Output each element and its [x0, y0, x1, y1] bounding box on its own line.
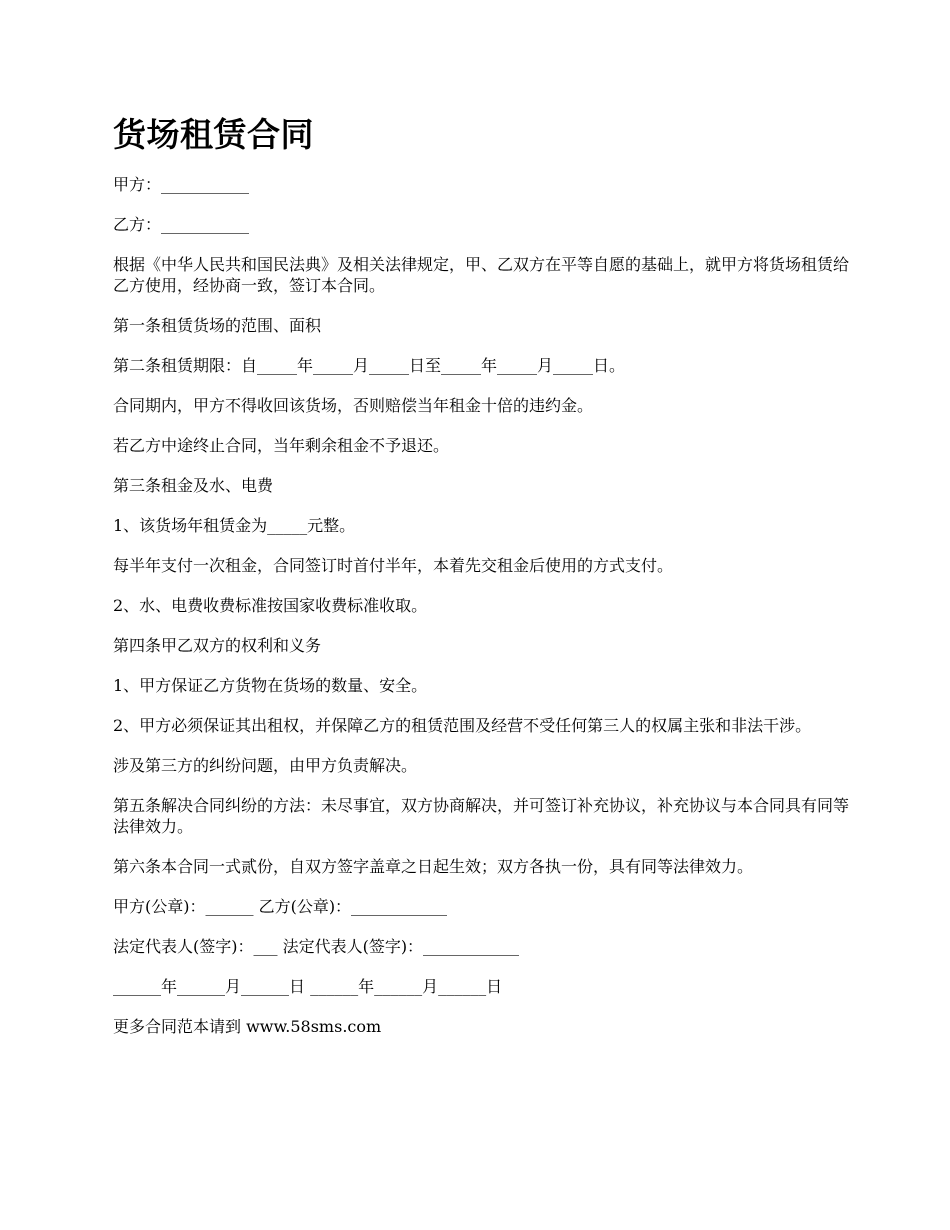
- document-page: [113, 110, 858, 1056]
- article-1-heading: 第一条租赁货场的范围、面积: [113, 316, 322, 335]
- article-3-payment: 每半年支付一次租金，合同签订时首付半年，本着先交租金后使用的方式支付。: [113, 556, 674, 575]
- article-4-heading: 第四条甲乙双方的权利和义务: [113, 636, 322, 655]
- party-a-line: 甲方：___________: [113, 175, 250, 194]
- seal-line: 甲方(公章)：______ 乙方(公章)：____________: [113, 897, 448, 916]
- article-2-clause-2: 若乙方中途终止合同，当年剩余租金不予退还。: [113, 436, 450, 455]
- article-4-clause-2: 2、甲方必须保证其出租权，并保障乙方的租赁范围及经营不受任何第三人的权属主张和非法干涉。: [113, 716, 812, 735]
- article-6-paragraph: 第六条本合同一式贰份，自双方签字盖章之日起生效；双方各执一份，具有同等法律效力。: [113, 857, 754, 876]
- article-4-clause-1: 1、甲方保证乙方货物在货场的数量、安全。: [113, 676, 428, 695]
- preamble-paragraph: 根据《中华人民共和国民法典》及相关法律规定，甲、乙双方在平等自愿的基础上，就甲方将货场租赁给乙方使用，经协商一致，签订本合同。: [113, 255, 850, 295]
- article-5-paragraph: 第五条解决合同纠纷的方法：未尽事宜，双方协商解决，并可签订补充协议，补充协议与本合同具有同等法律效力。: [113, 796, 850, 836]
- article-2-clause-1: 合同期内，甲方不得收回该货场，否则赔偿当年租金十倍的违约金。: [113, 396, 594, 415]
- article-2-term: 第二条租赁期限：自_____年_____月_____日至_____年_____月_____日。: [113, 356, 626, 375]
- date-line: ______年______月______日 ______年______月______日: [113, 977, 503, 996]
- article-3-heading: 第三条租金及水、电费: [113, 476, 274, 495]
- representative-signature-line: 法定代表人(签字)：___ 法定代表人(签字)：____________: [113, 937, 520, 956]
- party-b-line: 乙方：___________: [113, 215, 250, 234]
- article-3-clause-2: 2、水、电费收费标准按国家收费标准收取。: [113, 596, 428, 615]
- footer-link-text: 更多合同范本请到 www.58sms.com: [113, 1017, 382, 1036]
- article-3-clause-1: 1、该货场年租赁金为_____元整。: [113, 516, 356, 535]
- article-4-clause-3: 涉及第三方的纠纷问题，由甲方负责解决。: [113, 756, 418, 775]
- document-title: 货场租赁合同: [113, 115, 314, 154]
